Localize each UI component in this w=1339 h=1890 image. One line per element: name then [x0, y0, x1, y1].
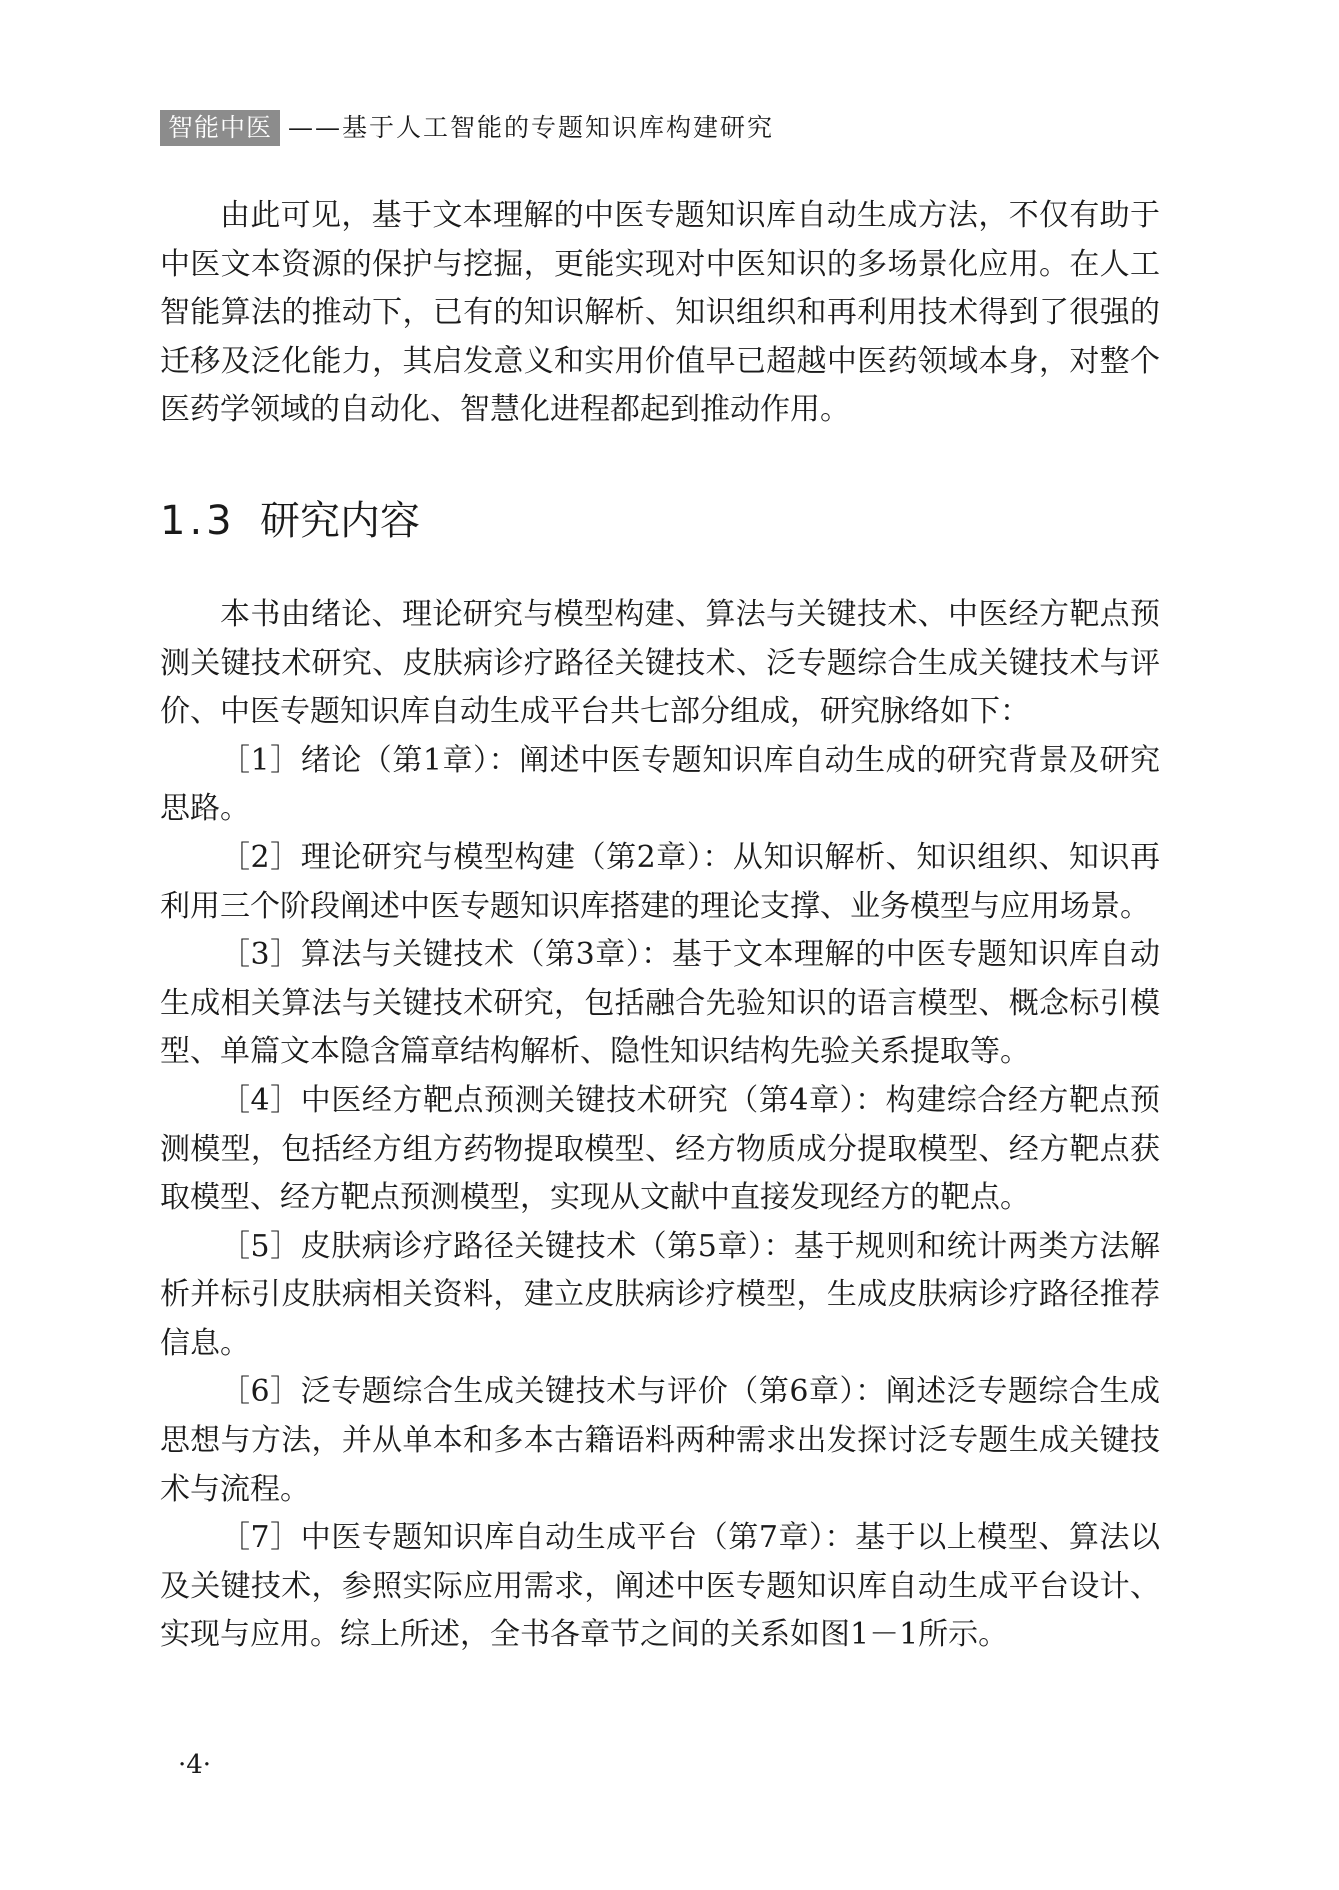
page-number: ·4· — [178, 1750, 212, 1780]
section-heading — [160, 491, 1160, 551]
series-tag: 智能中医 — [160, 110, 280, 146]
list-item-4: ［4］中医经方靶点预测关键技术研究（第4章）：构建综合经方靶点预测模型，包括经方组方药物提取模型、经方物质成分提取模型、经方靶点获取模型、经方靶点预测模型，实现从文献中直接发现经方的靶点。 — [160, 1082, 1160, 1216]
list-item-2: ［2］理论研究与模型构建（第2章）：从知识解析、知识组织、知识再利用三个阶段阐述中医专题知识库搭建的理论支撑、业务模型与应用场景。 — [160, 839, 1160, 924]
section-lead-paragraph: 本书由绪论、理论研究与模型构建、算法与关键技术、中医经方靶点预测关键技术研究、皮肤病诊疗路径关键技术、泛专题综合生成关键技术与评价、中医专题知识库自动生成平台共七部分组成，研究脉络如下： — [160, 596, 1160, 730]
intro-paragraph: 由此可见，基于文本理解的中医专题知识库自动生成方法，不仅有助于中医文本资源的保护与挖掘，更能实现对中医知识的多场景化应用。在人工智能算法的推动下，已有的知识解析、知识组织和再利用技术得到了很强的迁移及泛化能力，其启发意义和实用价值早已超越中医药领域本身，对整个医药学领域的自动化、智慧化进程都起到推动作用。 — [160, 198, 1160, 428]
page-body — [160, 192, 1160, 1660]
section-title: 研究内容 — [260, 497, 420, 544]
list-item-7: ［7］中医专题知识库自动生成平台（第7章）：基于以上模型、算法以及关键技术，参照实际应用需求，阐述中医专题知识库自动生成平台设计、实现与应用。综上所述，全书各章节之间的关系如图1－1所示。 — [160, 1520, 1160, 1653]
list-item-5: ［5］皮肤病诊疗路径关键技术（第5章）：基于规则和统计两类方法解析并标引皮肤病相关资料，建立皮肤病诊疗模型，生成皮肤病诊疗路径推荐信息。 — [160, 1228, 1160, 1361]
list-item-3: ［3］算法与关键技术（第3章）：基于文本理解的中医专题知识库自动生成相关算法与关键技术研究，包括融合先验知识的语言模型、概念标引模型、单篇文本隐含篇章结构解析、隐性知识结构先验关系提取等。 — [160, 937, 1160, 1070]
book-subtitle: ——基于人工智能的专题知识库构建研究 — [288, 113, 775, 142]
running-header — [160, 110, 774, 146]
section-number: 1.3 — [160, 497, 236, 544]
list-item-6: ［6］泛专题综合生成关键技术与评价（第6章）：阐述泛专题综合生成思想与方法，并从单本和多本古籍语料两种需求出发探讨泛专题生成关键技术与流程。 — [160, 1374, 1160, 1507]
list-item-1: ［1］绪论（第1章）：阐述中医专题知识库自动生成的研究背景及研究思路。 — [160, 742, 1160, 827]
